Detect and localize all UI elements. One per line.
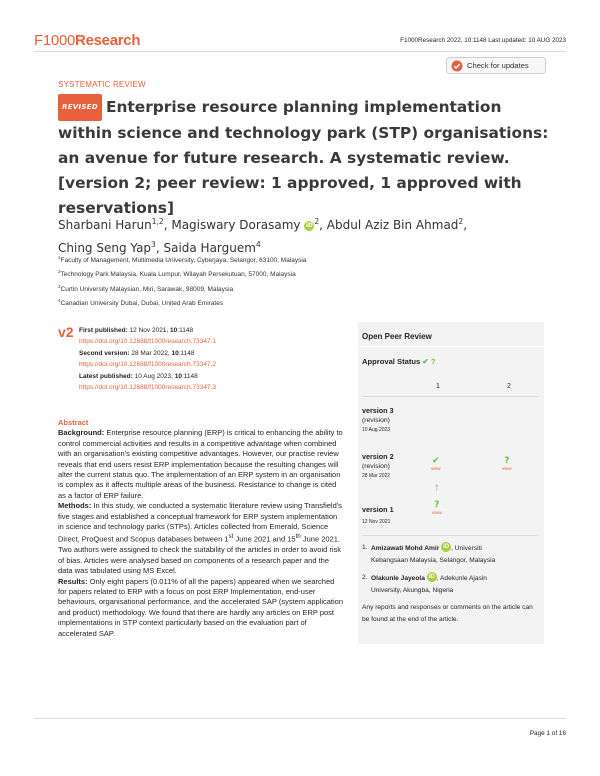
approved-icon: ✔ <box>432 456 440 466</box>
open-peer-review-heading: Open Peer Review <box>362 332 432 341</box>
abstract-methods: Methods: In this study, we conducted a systematic literature review using Transfield's five stages and established a conceptual framework for ERP system implementation in science and technology parks (STPs). Articles collected from Emerald, Science Direct, ProQuest and Scopus databases between 1st June 2021 and 15th June 2021. Two authors were assigned to check the suitability of the articles in order to avoid risk of bias. Articles were analysed based on components of a research paper and the data was tabulated using MS Excel. <box>58 501 342 576</box>
article-title <box>58 94 558 221</box>
panel-divider <box>362 535 538 536</box>
author-name[interactable]: Abdul Aziz Bin Ahmad <box>326 218 459 232</box>
reviewer-item: 1. Amizawati Mohd Amir iD , Universiti Kebangsaan Malaysia, Selangor, Malaysia <box>362 544 496 565</box>
panel-divider <box>358 346 544 347</box>
footer-divider <box>34 718 566 719</box>
author-name[interactable]: Magiswary Dorasamy <box>171 218 301 232</box>
author-list: Sharbani Harun$^{1,2}$, Magiswary Dorasamy $iD^2$, Abdul Aziz Bin Ahmad$^2$, Ching Seng Yap$^3$, Saida Harguem$^4$ <box>58 217 468 255</box>
reviewer-column-1: 1 <box>436 383 440 390</box>
check-updates-label: Check for updates <box>467 61 529 70</box>
review-version-row: version 1 12 Nov 2021 <box>362 505 394 525</box>
review-version-row: version 3 (revision) 10 Aug 2023 <box>362 406 394 433</box>
header-divider <box>34 51 566 52</box>
orcid-icon[interactable]: iD <box>443 544 450 550</box>
orcid-icon[interactable]: iD <box>428 573 435 580</box>
doi-link[interactable]: https://doi.org/10.12688/f1000research.73347.1 <box>79 337 216 345</box>
affiliation-item: $^2$Technology Park Malaysia, Kuala Lumpur, Wilayah Persekutuan, 57000, Malaysia <box>58 269 296 279</box>
check-for-updates-button[interactable] <box>446 57 546 74</box>
page-number: Page 1 of 16 <box>529 730 566 737</box>
reservations-icon: ? <box>434 500 440 510</box>
approved-icon: ✔ <box>422 357 429 366</box>
version-badge: v2 <box>58 324 74 340</box>
abstract-background: Background: Enterprise resource planning (ERP) is critical to enhancing the ability to control commercial activities and results in a competitive advantage when combined with an organisation's existing competitive advantages. However, our practise review reveals that end users resist ERP implementation because the resulting changes will alter the current status quo. The implementation of an ERP system in an organisation is complex as it affects multiple areas of the business. Resistance to change is cited as a factor of ERP failure. <box>58 428 343 500</box>
check-updates-icon <box>451 60 463 72</box>
abstract-heading: Abstract <box>58 418 89 427</box>
doi-link[interactable]: https://doi.org/10.12688/f1000research.73347.2 <box>79 360 216 368</box>
view-report-link[interactable]: view <box>432 511 442 516</box>
review-note: Any reports and responses or comments on the article can be found at the end of the article. <box>362 603 533 624</box>
view-report-link[interactable]: view <box>431 467 441 472</box>
version-entry: Second version: 28 Mar 2022, 10:1148 https://doi.org/10.12688/f1000research.73347.2 <box>79 349 216 370</box>
orcid-icon[interactable]: iD <box>305 222 313 229</box>
f1000-logo: F1000Research <box>34 32 141 49</box>
reservations-icon: ? <box>504 456 510 466</box>
author-name[interactable]: Ching Seng Yap <box>58 241 152 255</box>
reviewer-item: 2. Olakunle Jayeola iD , Adekunle Ajasin University, Akungba, Nigeria <box>362 573 487 595</box>
abstract-results: Results: Only eight papers (0.011% of all the papers) appeared when we searched for papers related to ERP with a focus on post ERP Implementation, end-user behaviours, organisational performance, and the accelerated SAP (system application and product) methodology. We found that there are hardly any articles on ERP post implementations in STP context particularly based on the evaluation part of accelerated SAP. <box>58 576 344 638</box>
affiliation-item: $^4$Canadian University Dubai, Dubai, United Arab Emirates <box>58 298 224 308</box>
reviewer-name[interactable]: Olakunle Jayeola <box>371 574 425 582</box>
approval-status: Approval Status ✔ ? <box>362 357 436 366</box>
revised-badge: REVISED <box>58 94 102 121</box>
arrow-up-icon: ↑ <box>433 484 441 494</box>
affiliations <box>58 252 306 309</box>
reviewer-name[interactable]: Amizawati Mohd Amir <box>371 545 440 552</box>
review-reservations-mark[interactable] <box>502 456 512 472</box>
review-approved-mark[interactable] <box>431 456 441 472</box>
view-report-link[interactable]: view <box>502 467 512 472</box>
author-name[interactable]: Sharbani Harun <box>58 218 152 232</box>
version-entry: Latest published: 10 Aug 2023, 10:1148 https://doi.org/10.12688/f1000research.73347.3 <box>79 372 216 393</box>
affiliation-item: $^1$Faculty of Management, Multimedia University, Cyberjaya, Selangor, 63100, Malaysia <box>58 255 307 265</box>
version-history <box>79 326 216 395</box>
abstract <box>58 418 344 639</box>
review-version-row: version 2 (revision) 28 Mar 2022 <box>362 452 394 479</box>
header-citation: F1000Research 2022, 10:1148 Last updated: 10 AUG 2023 <box>400 37 566 44</box>
author-name[interactable]: Saida Harguem <box>163 241 256 255</box>
reservations-icon: ? <box>430 357 436 366</box>
doi-link[interactable]: https://doi.org/10.12688/f1000research.73347.3 <box>79 383 216 391</box>
version-entry: First published: 12 Nov 2021, 10:1148 https://doi.org/10.12688/f1000research.73347.1 <box>79 326 216 347</box>
review-reservations-mark[interactable] <box>432 500 442 516</box>
title-text: Enterprise resource planning implementation within science and technology park (STP) organisations: an avenue for future research. A systematic review. [version 2; peer review: 1 approved, 1 approved with reservations] <box>58 98 549 217</box>
panel-divider <box>362 396 538 397</box>
article-type-label: SYSTEMATIC REVIEW <box>58 80 146 89</box>
reviewer-list <box>362 542 538 626</box>
affiliation-item: $^3$Curtin University Malaysian, Miri, Sarawak, 98009, Malaysia <box>58 283 234 293</box>
reviewer-column-2: 2 <box>507 383 511 390</box>
